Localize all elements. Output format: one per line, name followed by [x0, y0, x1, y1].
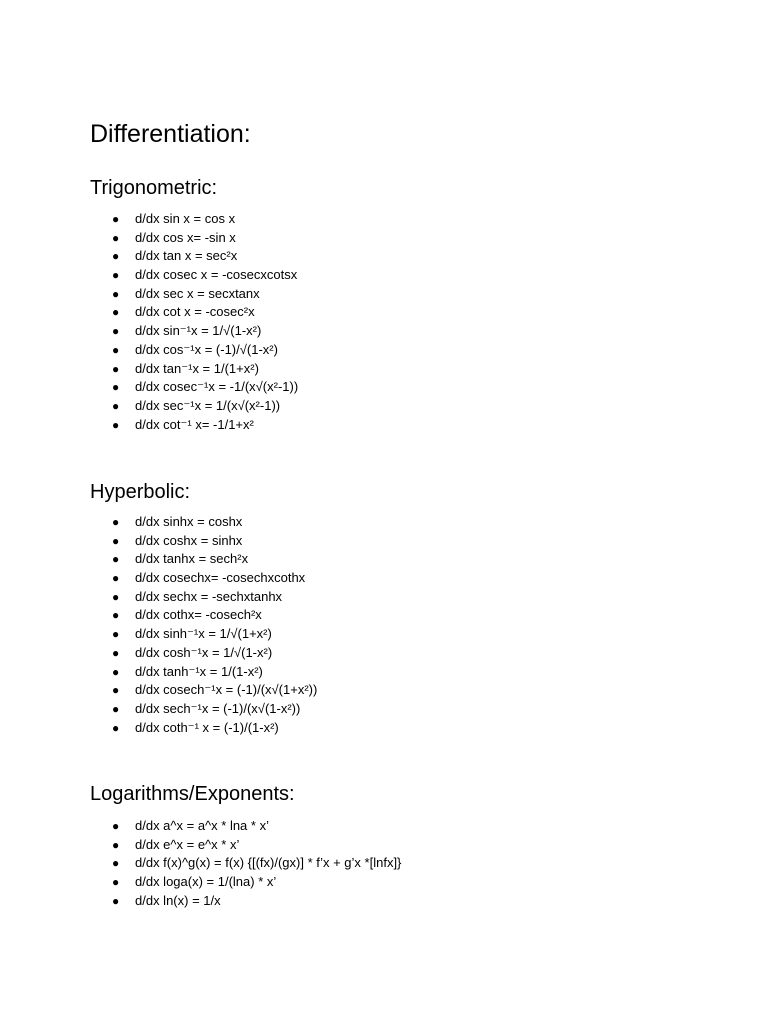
- formula-text: d/dx sec⁻¹x = 1/(x√(x²-1)): [135, 397, 281, 413]
- formula-text: d/dx sinh⁻¹x = 1/√(1+x²): [135, 626, 272, 642]
- bullet-icon: ●: [112, 608, 120, 623]
- bullet-icon: ●: [112, 837, 120, 852]
- bullet-icon: ●: [112, 268, 120, 283]
- formula-text: d/dx cos⁻¹x = (-1)/√(1-x²): [135, 341, 278, 357]
- formula-text: d/dx cothx= -cosech²x: [135, 607, 262, 623]
- bullet-icon: ●: [112, 819, 120, 833]
- bullet-icon: ●: [112, 701, 120, 716]
- formula-text: d/dx sin x = cos x: [135, 211, 236, 226]
- formula-text: d/dx tanhx = sech²x: [135, 551, 249, 567]
- formula-text: d/dx a^x = a^x * lna * x’: [135, 818, 269, 833]
- bullet-icon: ●: [112, 361, 120, 376]
- bullet-icon: ●: [112, 856, 120, 871]
- formula-text: d/dx tanh⁻¹x = 1/(1-x²): [135, 663, 263, 679]
- formula-text: d/dx tan⁻¹x = 1/(1+x²): [135, 360, 259, 376]
- bullet-icon: ●: [112, 875, 120, 890]
- formula-text: d/dx cosec⁻¹x = -1/(x√(x²-1)): [135, 379, 299, 395]
- formula-text: d/dx e^x = e^x * x’: [135, 836, 240, 852]
- bullet-icon: ●: [112, 398, 120, 413]
- bullet-icon: ●: [112, 552, 120, 567]
- section-heading-hyperbolic: Hyperbolic:: [90, 481, 191, 503]
- section-heading-trigonometric: Trigonometric:: [90, 177, 218, 199]
- bullet-icon: ●: [112, 230, 120, 245]
- formula-text: d/dx coth⁻¹ x = (-1)/(1-x²): [135, 719, 279, 735]
- formula-text: d/dx cot x = -cosec²x: [135, 304, 255, 320]
- formula-text: d/dx cosec x = -cosecxcotsx: [135, 267, 298, 283]
- formula-text: d/dx f(x)^g(x) = f(x) {[(fx)/(gx)] * f’x + g’x *[lnfx]}: [135, 855, 402, 871]
- bullet-icon: ●: [112, 249, 120, 264]
- bullet-icon: ●: [112, 664, 120, 679]
- formula-text: d/dx sechx = -sechxtanhx: [135, 588, 283, 604]
- bullet-icon: ●: [112, 645, 120, 660]
- formula-text: d/dx sin⁻¹x = 1/√(1-x²): [135, 323, 262, 339]
- bullet-icon: ●: [112, 212, 120, 226]
- bullet-icon: ●: [112, 627, 120, 642]
- bullet-icon: ●: [112, 515, 120, 529]
- formula-text: d/dx cosech⁻¹x = (-1)/(x√(1+x²)): [135, 682, 318, 698]
- formula-text: d/dx loga(x) = 1/(lna) * x’: [135, 874, 277, 890]
- bullet-icon: ●: [112, 893, 120, 908]
- bullet-icon: ●: [112, 286, 120, 301]
- formula-text: d/dx sech⁻¹x = (-1)/(x√(1-x²)): [135, 700, 301, 716]
- formula-text: d/dx sec x = secxtanx: [135, 285, 260, 301]
- bullet-icon: ●: [112, 305, 120, 320]
- bullet-icon: ●: [112, 417, 120, 432]
- bullet-icon: ●: [112, 533, 120, 548]
- bullet-icon: ●: [112, 571, 120, 586]
- formula-text: d/dx cosechx= -cosechxcothx: [135, 570, 306, 586]
- bullet-icon: ●: [112, 380, 120, 395]
- bullet-icon: ●: [112, 342, 120, 357]
- formula-text: d/dx tan x = sec²x: [135, 248, 238, 264]
- formula-text: d/dx coshx = sinhx: [135, 532, 243, 548]
- formula-text: d/dx sinhx = coshx: [135, 514, 243, 529]
- bullet-icon: ●: [112, 720, 120, 735]
- section-heading-logarithms-exponents: Logarithms/Exponents:: [90, 783, 295, 805]
- page-title: Differentiation:: [90, 120, 251, 148]
- formula-text: d/dx cosh⁻¹x = 1/√(1-x²): [135, 644, 273, 660]
- formula-text: d/dx cot⁻¹ x= -1/1+x²: [135, 416, 254, 432]
- formula-text: d/dx ln(x) = 1/x: [135, 892, 221, 908]
- bullet-icon: ●: [112, 324, 120, 339]
- bullet-icon: ●: [112, 589, 120, 604]
- bullet-icon: ●: [112, 683, 120, 698]
- formula-text: d/dx cos x= -sin x: [135, 229, 236, 245]
